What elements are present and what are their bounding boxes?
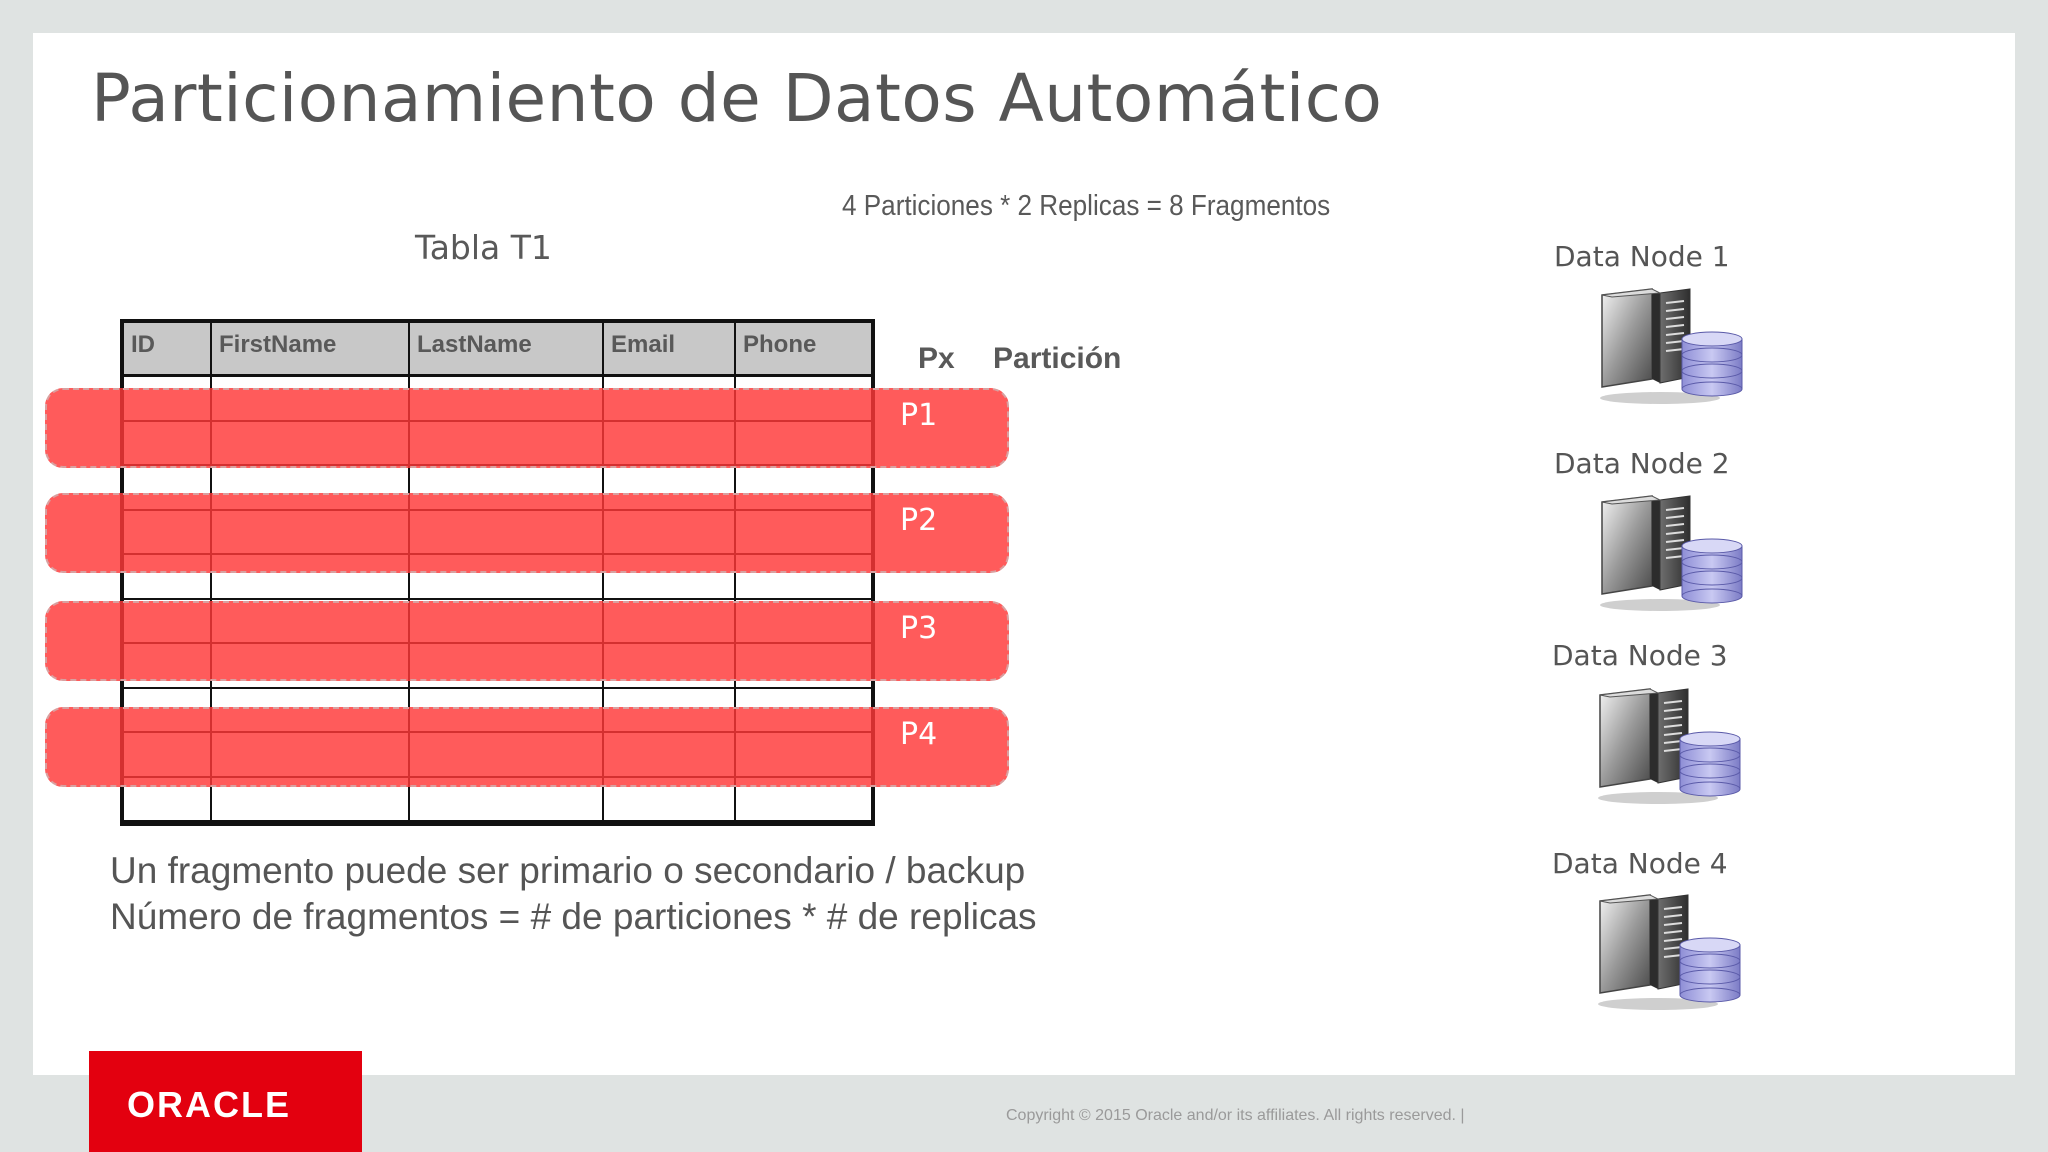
data-node-2 [1590,490,1750,615]
server-icon [1588,889,1748,1014]
server-icon [1590,283,1750,408]
partition-band-p2 [45,493,1009,573]
partition-band-p1 [45,388,1009,468]
data-node-3 [1588,683,1748,808]
px-header: Px [918,342,955,375]
oracle-logo [89,1051,362,1152]
data-node-1 [1590,283,1750,408]
partition-label-p4: P4 [900,717,938,752]
slide-title: Particionamiento de Datos Automático [91,60,1383,137]
logo-text: ORACLE [127,1084,291,1125]
server-icon [1588,683,1748,808]
column-header-phone: Phone [736,323,871,377]
column-header-firstname: FirstName [212,323,410,377]
partition-header: Partición [993,342,1122,375]
data-node-3-label: Data Node 3 [1552,639,1728,672]
partition-label-p2: P2 [900,503,938,538]
column-header-id: ID [124,323,212,377]
partition-band-p3 [45,601,1009,681]
note-fragment-type: Un fragmento puede ser primario o secondario / backup [110,850,1026,891]
column-header-lastname: LastName [410,323,604,377]
server-icon [1590,490,1750,615]
data-node-4 [1588,889,1748,1014]
partition-label-p1: P1 [900,398,938,433]
data-node-2-label: Data Node 2 [1554,447,1730,480]
partition-label-p3: P3 [900,611,938,646]
data-node-1-label: Data Node 1 [1554,240,1730,273]
copyright-text: Copyright © 2015 Oracle and/or its affiliates. All rights reserved. | [1006,1107,1465,1124]
table-caption: Tabla T1 [415,228,552,267]
partition-band-p4 [45,707,1009,787]
column-header-email: Email [604,323,736,377]
note-fragment-count: Número de fragmentos = # de particiones * # de replicas [110,896,1037,937]
data-node-4-label: Data Node 4 [1552,847,1728,880]
fragment-formula: 4 Particiones * 2 Replicas = 8 Fragmentos [842,190,1331,222]
